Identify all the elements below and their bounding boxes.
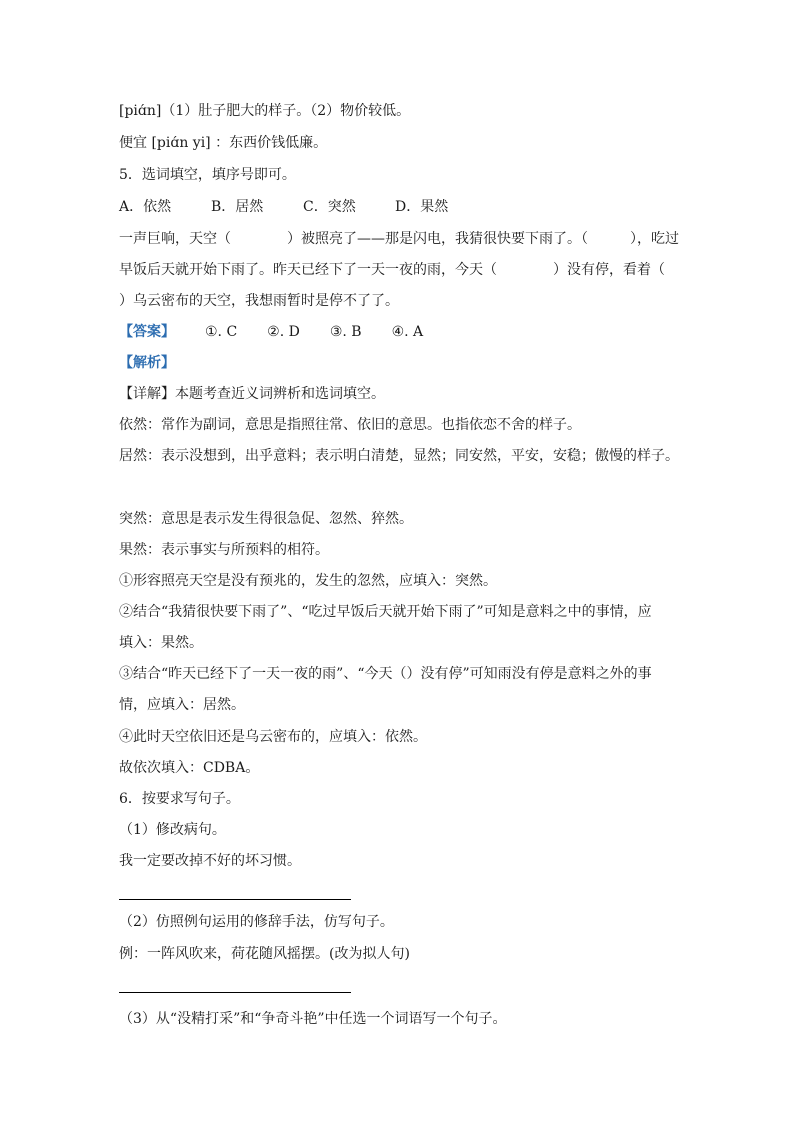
option-b: B．居然: [211, 199, 264, 215]
summary: 故依次填入：CDBA。: [119, 760, 260, 776]
explanation-3-line-2: 情，应填入：居然。: [119, 697, 245, 713]
question-6-part-1-sentence: 我一定要改掉不好的坏习惯。: [119, 853, 301, 869]
explanation-2-line-2: 填入：果然。: [119, 635, 203, 651]
analysis-tag: 【解析】: [119, 355, 175, 371]
juran-explanation: 居然：表示没想到，出乎意料；表示明白清楚，显然；同安然，平安，安稳；傲慢的样子。: [119, 448, 679, 464]
explanation-3-line-1: ③结合“昨天已经下了一天一夜的雨”、“今天（）没有停”可知雨没有停是意料之外的事: [119, 666, 652, 682]
guoran-explanation: 果然：表示事实与所预料的相符。: [119, 542, 329, 558]
answer-3: ③. B: [329, 324, 362, 340]
question-6-part-2-example: 例：一阵风吹来，荷花随风摇摆。(改为拟人句): [119, 946, 410, 962]
option-d: D．果然: [395, 199, 449, 215]
question-5-passage-line-3: ）乌云密布的天空，我想雨暂时是停不了了。: [119, 293, 399, 309]
question-5-passage-line-2: 早饭后天就开始下雨了。昨天已经下了一天一夜的雨，今天（ ）没有停，看着（: [119, 262, 665, 278]
detail-text: 本题考查近义词辨析和选词填空。: [175, 386, 385, 402]
question-6-part-1: （1）修改病句。: [119, 822, 226, 838]
explanation-1: ①形容照亮天空是没有预兆的，发生的忽然，应填入：突然。: [119, 573, 497, 589]
detail-tag: 【详解】: [119, 386, 175, 402]
answer-line-2: [119, 992, 351, 993]
answer-1: ①. C: [205, 324, 238, 340]
turan-explanation: 突然：意思是表示发生得很急促、忽然、猝然。: [119, 511, 413, 527]
pian-definition: [piɑ́n]（1）肚子肥大的样子。（2）物价较低。: [119, 103, 411, 119]
yiran-explanation: 依然：常作为副词，意思是指照往常、依旧的意思。也指依恋不舍的样子。: [119, 417, 581, 433]
answer-line: [119, 322, 423, 342]
detail-line: [119, 384, 385, 404]
question-5-title: 5．选词填空，填序号即可。: [119, 167, 296, 183]
answer-4: ④. A: [391, 324, 424, 340]
option-c: C．突然: [303, 199, 356, 215]
analysis-line: [119, 353, 175, 373]
question-6-part-2: （2）仿照例句运用的修辞手法，仿写句子。: [119, 914, 394, 930]
question-5-passage-line-1: 一声巨响，天空（ ）被照亮了——那是闪电，我猜很快要下雨了。（ ），吃过: [119, 231, 679, 247]
answer-line-1: [119, 899, 351, 900]
pianyi-definition: 便宜 [piɑ́n yi] ：东西价钱低廉。: [119, 135, 328, 151]
explanation-4: ④此时天空依旧还是乌云密布的，应填入：依然。: [119, 729, 427, 745]
answer-tag: 【答案】: [119, 324, 175, 340]
answer-2: ②. D: [267, 324, 300, 340]
option-a: A．依然: [119, 199, 172, 215]
question-6-title: 6．按要求写句子。: [119, 791, 240, 807]
explanation-2-line-1: ②结合“我猜很快要下雨了”、“吃过早饭后天就开始下雨了”可知是意料之中的事情，应: [119, 604, 652, 620]
question-6-part-3: （3）从“没精打采”和“争奇斗艳”中任选一个词语写一个句子。: [119, 1011, 507, 1027]
question-5-options: [119, 197, 448, 217]
